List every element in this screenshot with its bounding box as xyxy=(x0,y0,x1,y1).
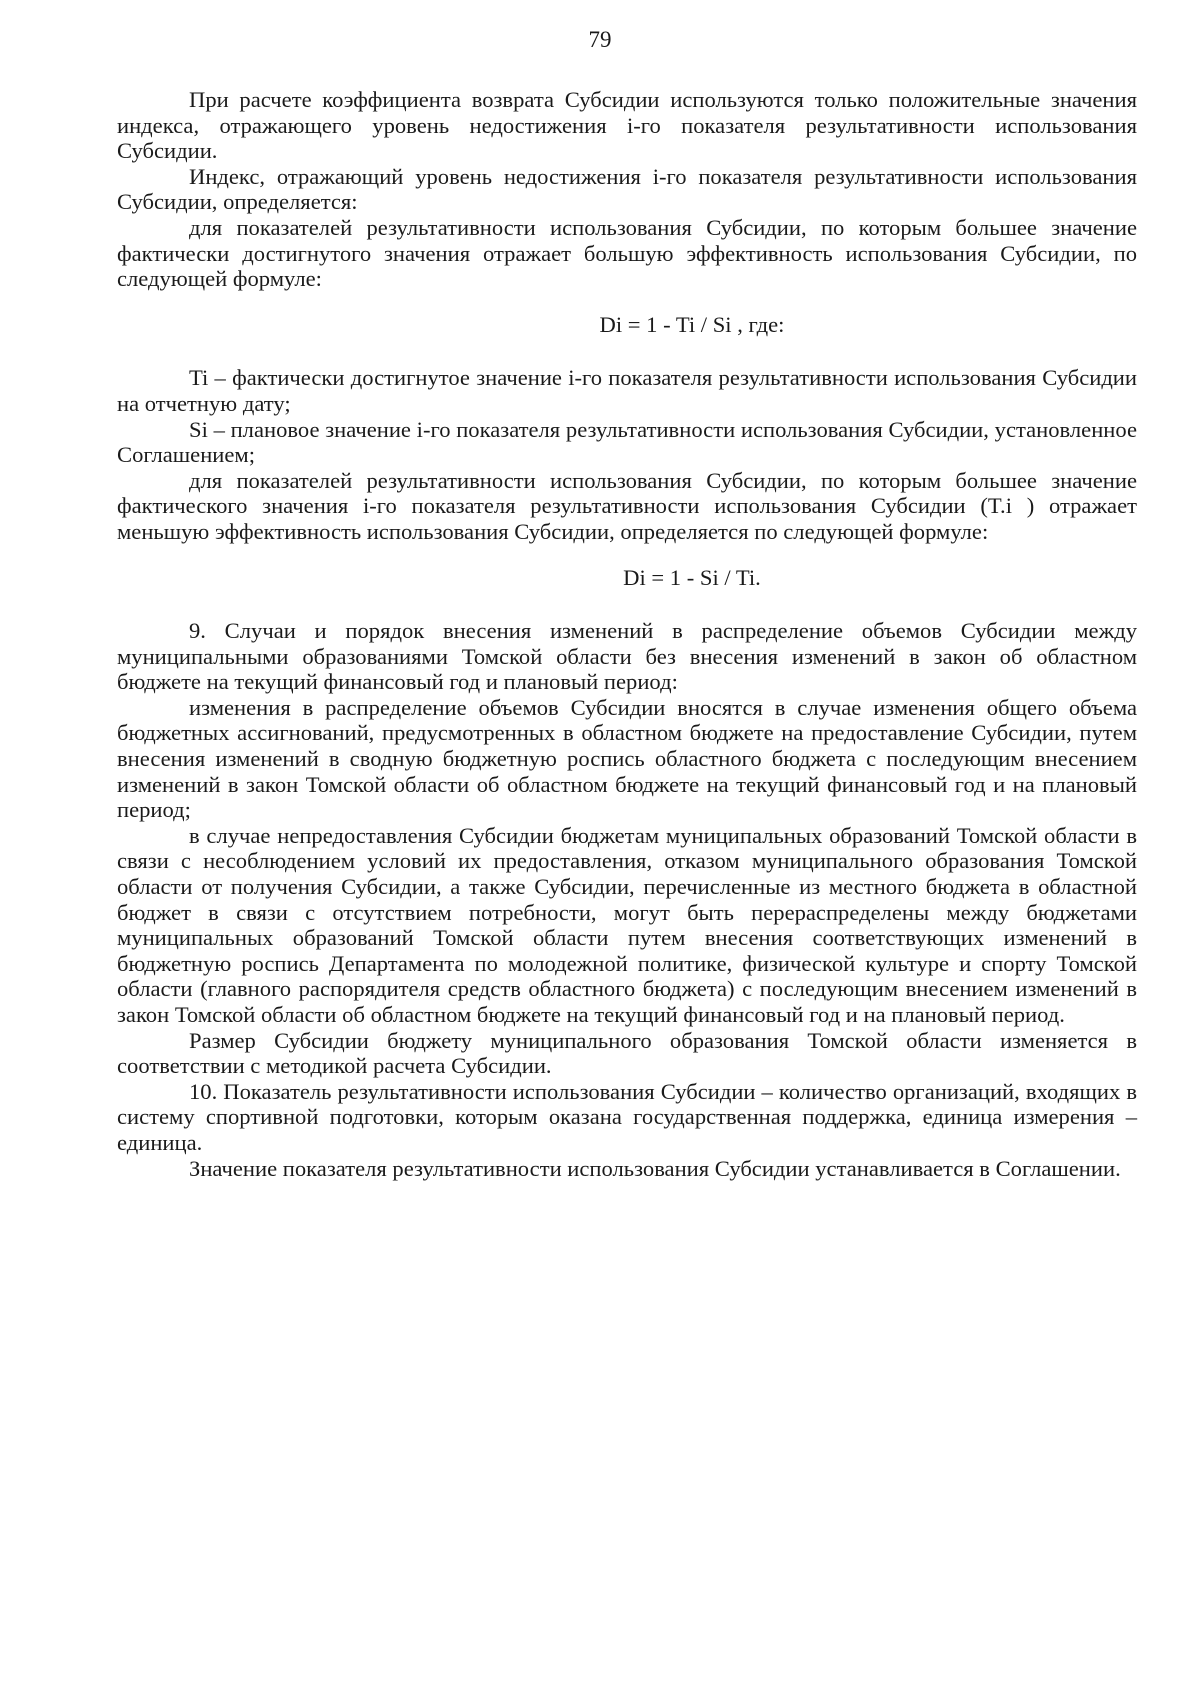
paragraph-index-definition: Индекс, отражающий уровень недостижения i-го показателя результативности использования Субсидии, определяется: xyxy=(117,163,1137,215)
paragraph-higher-better: для показателей результативности использования Субсидии, по которым большее значение фактически достигнутого значения отражает большую эффективность использования Субсидии, по следующей формуле: xyxy=(117,214,1137,292)
formula-higher-better: Di = 1 - Ti / Si , где: xyxy=(599,311,785,337)
paragraph-higher-worse: для показателей результативности использования Субсидии, по которым большее значение фактического значения i-го показателя результативности использования Субсидии (T.i ) отражает меньшую эффективность использования Субсидии, определяется по следующей формуле: xyxy=(117,467,1137,544)
paragraph-allocation-changes: изменения в распределение объемов Субсидии вносятся в случае изменения общего объема бюджетных ассигнований, предусмотренных в областном бюджете на предоставление Субсидии, путем внесения изменений в сводную бюджетную роспись областного бюджета с последующим внесением изменений в закон Томской области об областном бюджете на текущий финансовый год и на плановый период; xyxy=(117,694,1137,823)
paragraph-si-definition: Si – плановое значение i-го показателя результативности использования Субсидии, установленное Соглашением; xyxy=(117,416,1137,468)
document-body xyxy=(117,87,1137,1181)
paragraph-section-10: 10. Показатель результативности использования Субсидии – количество организаций, входящих в систему спортивной подготовки, которым оказана государственная поддержка, единица измерения – единица. xyxy=(117,1078,1137,1155)
formula-higher-worse: Di = 1 - Si / Ti. xyxy=(623,564,761,590)
paragraph-indicator-value: Значение показателя результативности использования Субсидии устанавливается в Соглашении. xyxy=(189,1155,1121,1181)
paragraph-subsidy-size: Размер Субсидии бюджету муниципального образования Томской области изменяется в соответствии с методикой расчета Субсидии. xyxy=(117,1027,1137,1079)
paragraph-redistribution: в случае непредоставления Субсидии бюджетам муниципальных образований Томской области в связи с несоблюдением условий их предоставления, отказом муниципального образования Томской области от получения Субсидии, а также Субсидии, перечисленные из местного бюджета в областной бюджет в связи с отсутствием потребности, могут быть перераспределены между бюджетами муниципальных образований Томской области путем внесения соответствующих изменений в бюджетную роспись Департамента по молодежной политике, физической культуре и спорту Томской области (главного распорядителя средств областного бюджета) с последующим внесением изменений в закон Томской области об областном бюджете на текущий финансовый год и на плановый период. xyxy=(117,822,1137,1027)
paragraph-coefficient-note: При расчете коэффициента возврата Субсидии используются только положительные значения индекса, отражающего уровень недостижения i-го показателя результативности использования Субсидии. xyxy=(117,87,1137,164)
paragraph-section-9: 9. Случаи и порядок внесения изменений в распределение объемов Субсидии между муниципальными образованиями Томской области без внесения изменений в закон об областном бюджете на текущий финансовый год и плановый период: xyxy=(117,618,1137,695)
page-number: 79 xyxy=(588,27,612,52)
paragraph-ti-definition: Ti – фактически достигнутое значение i-го показателя результативности использования Субсидии на отчетную дату; xyxy=(117,365,1137,416)
